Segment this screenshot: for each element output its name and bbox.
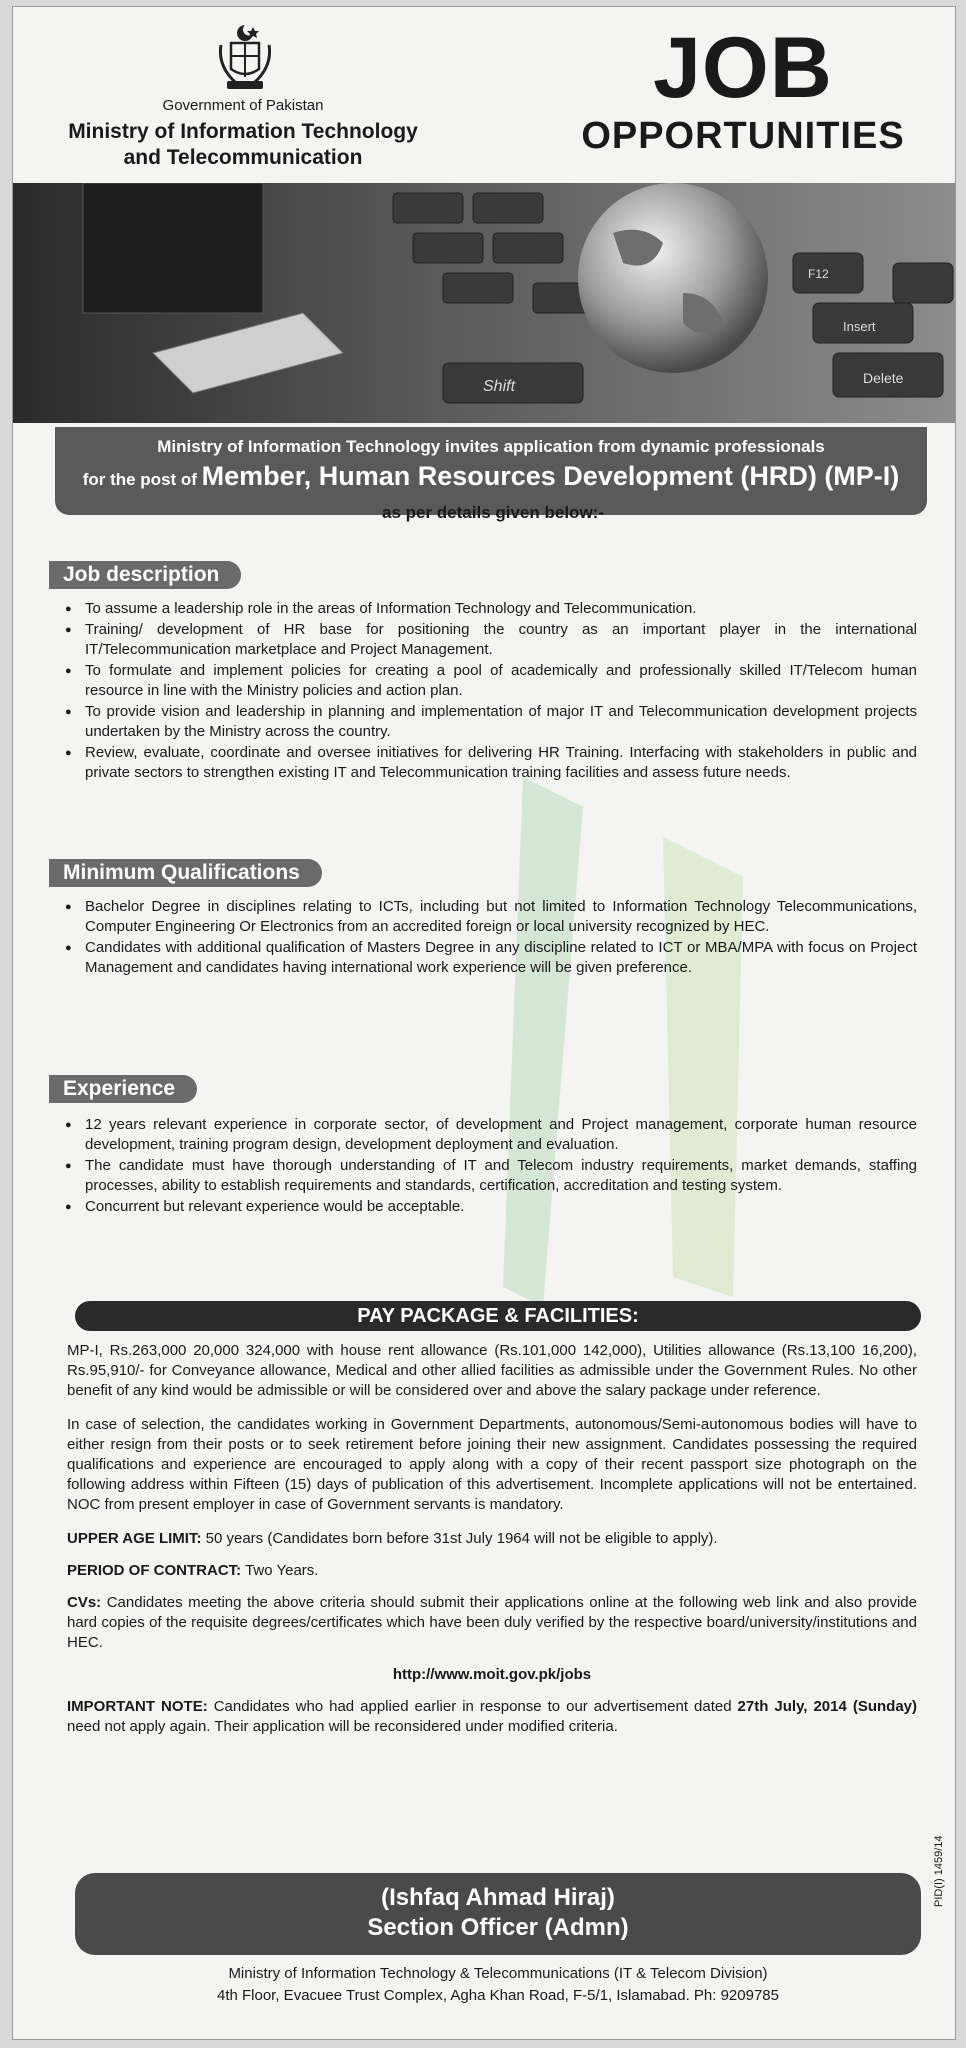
contract-label: PERIOD OF CONTRACT: — [67, 1562, 242, 1579]
opportunities-title: OPPORTUNITIES — [581, 115, 905, 157]
signatory-name: (Ishfaq Ahmad Hiraj) — [381, 1884, 615, 1911]
qualifications-section — [61, 897, 917, 979]
ministry-line-2: and Telecommunication — [123, 146, 363, 169]
watermark-logo — [483, 777, 783, 1317]
experience-list — [61, 1115, 917, 1217]
pakistan-emblem-icon — [213, 23, 277, 93]
ministry-line-1: Ministry of Information Technology — [68, 120, 418, 143]
experience-heading: Experience — [49, 1075, 197, 1103]
footer-line-1: Ministry of Information Technology & Telecommunications (IT & Telecom Division) — [228, 1965, 768, 1982]
footer-line-2: 4th Floor, Evacuee Trust Complex, Agha Khan Road, F-5/1, Islamabad. Ph: 9209785 — [216, 1987, 779, 2004]
qualifications-list — [61, 897, 917, 978]
header — [13, 7, 955, 179]
pid-code: PID(I) 1459/14 — [933, 1835, 945, 1907]
age-limit — [67, 1529, 917, 1549]
post-title: Member, Human Resources Development (HRD) (MP-I) — [201, 461, 900, 491]
address-footer — [75, 1963, 921, 2007]
list-item: ● To formulate and implement policies for creating a pool of academically and professionally skilled IT/Telecom human resource in line with the Ministry policies and action plan. — [61, 661, 917, 701]
list-item: ● Review, evaluate, coordinate and oversee initiatives for delivering HR Training. Interfacing with stakeholders in public and private sectors to strengthen existing IT and Telecommunication training facilities and assess future needs. — [61, 743, 917, 783]
list-item: ● 12 years relevant experience in corporate sector, of development and Project management, corporate human resource development, training program design, development deployment and evaluation. — [61, 1115, 917, 1155]
note-label: IMPORTANT NOTE: — [67, 1698, 208, 1715]
post-prefix: for the post of — [82, 470, 202, 489]
cvs-paragraph — [67, 1593, 917, 1653]
advertisement-page — [12, 6, 956, 2040]
list-item: ● Bachelor Degree in disciplines relating to ICTs, including but not limited to Information Technology Telecommunications, Computer Engineering Or Electronics from an accredited foreign or local university recognized by HEC. — [61, 897, 917, 937]
list-item: ● To provide vision and leadership in planning and implementation of major IT and Telecommunication development projects undertaken by the Ministry across the country. — [61, 702, 917, 742]
experience-section — [61, 1115, 917, 1218]
pay-package-heading: PAY PACKAGE & FACILITIES: — [75, 1301, 921, 1331]
contract-text: Two Years. — [241, 1562, 319, 1579]
cvs-text: Candidates meeting the above criteria should submit their applications online at the following web link and also provide hard copies of the requisite degrees/certificates which have been duly verified by the respective board/university/institutions and HEC. — [67, 1594, 917, 1651]
job-description-heading: Job description — [49, 561, 241, 589]
pay-package-section — [67, 1341, 917, 1737]
list-item: ● Concurrent but relevant experience would be acceptable. — [61, 1197, 917, 1217]
invitation-line-3: as per details given below:- — [381, 503, 604, 522]
banner-image — [13, 183, 955, 423]
note-text-1: Candidates who had applied earlier in response to our advertisement dated — [207, 1698, 738, 1715]
globe-icon — [578, 183, 768, 373]
job-description-section — [61, 599, 917, 784]
f12-key-label: F12 — [808, 267, 829, 281]
contract-period — [67, 1561, 917, 1581]
delete-key-label: Delete — [863, 370, 904, 386]
selection-paragraph: In case of selection, the candidates working in Government Departments, autonomous/Semi-autonomous bodies will have to either resign from their posts or to seek retirement before joining their new assignment. Candidates possessing the required qualifications and experience are encouraged to apply along with a copy of their recent passport size photograph on the following address within Fifteen (15) days of publication of this advertisement. Incomplete applications will not be entertained. NOC from present employer in case of Government servants is mandatory. — [67, 1416, 917, 1513]
ministry-name — [43, 119, 443, 171]
government-label: Government of Pakistan — [162, 97, 324, 114]
cvs-label: CVs: — [67, 1594, 102, 1611]
job-description-list — [61, 599, 917, 783]
note-date: 27th July, 2014 (Sunday) — [737, 1698, 917, 1715]
list-item: ● Candidates with additional qualification of Masters Degree in any discipline related to ICT or MBA/MPA with focus on Project Management and candidates having international work experience will be given preference. — [61, 938, 917, 978]
age-limit-text: 50 years (Candidates born before 31st July 1964 will not be eligible to apply). — [201, 1530, 718, 1547]
job-title: JOB — [653, 20, 833, 116]
list-item: ● Training/ development of HR base for positioning the country as an important player in the international IT/Telecommunication marketplace and Project Management. — [61, 620, 917, 660]
signatory-title: Section Officer (Admn) — [367, 1914, 629, 1941]
signature-box — [75, 1873, 921, 1955]
age-limit-label: UPPER AGE LIMIT: — [67, 1530, 202, 1547]
note-text-2: need not apply again. Their application will be reconsidered under modified criteria. — [67, 1718, 618, 1735]
apply-link[interactable]: http://www.moit.gov.pk/jobs — [392, 1666, 592, 1683]
insert-key-label: Insert — [843, 319, 876, 334]
important-note — [67, 1697, 917, 1737]
invitation-box — [55, 427, 927, 515]
list-item: ● The candidate must have thorough understanding of IT and Telecom industry requirements, market demands, staffing processes, ability to establish requirements and standards, certification, accreditation and testing system. — [61, 1156, 917, 1196]
qualifications-heading: Minimum Qualifications — [49, 859, 322, 887]
invitation-line-1: Ministry of Information Technology invites application from dynamic professionals — [157, 437, 825, 456]
shift-key-label: Shift — [483, 378, 516, 395]
invitation-line-2 — [55, 461, 927, 492]
list-item: ● To assume a leadership role in the areas of Information Technology and Telecommunication. — [61, 599, 917, 619]
keyboard-globe-banner — [13, 183, 955, 423]
pay-paragraph: MP-I, Rs.263,000 20,000 324,000 with house rent allowance (Rs.101,000 142,000), Utilities allowance (Rs.13,100 16,200), Rs.95,910/- for Conveyance allowance, Medical and other allied facilities as admissible under the Government Rules. No other benefit of any kind would be admissible or will be considered over and above the salary package under reference. — [67, 1342, 917, 1399]
